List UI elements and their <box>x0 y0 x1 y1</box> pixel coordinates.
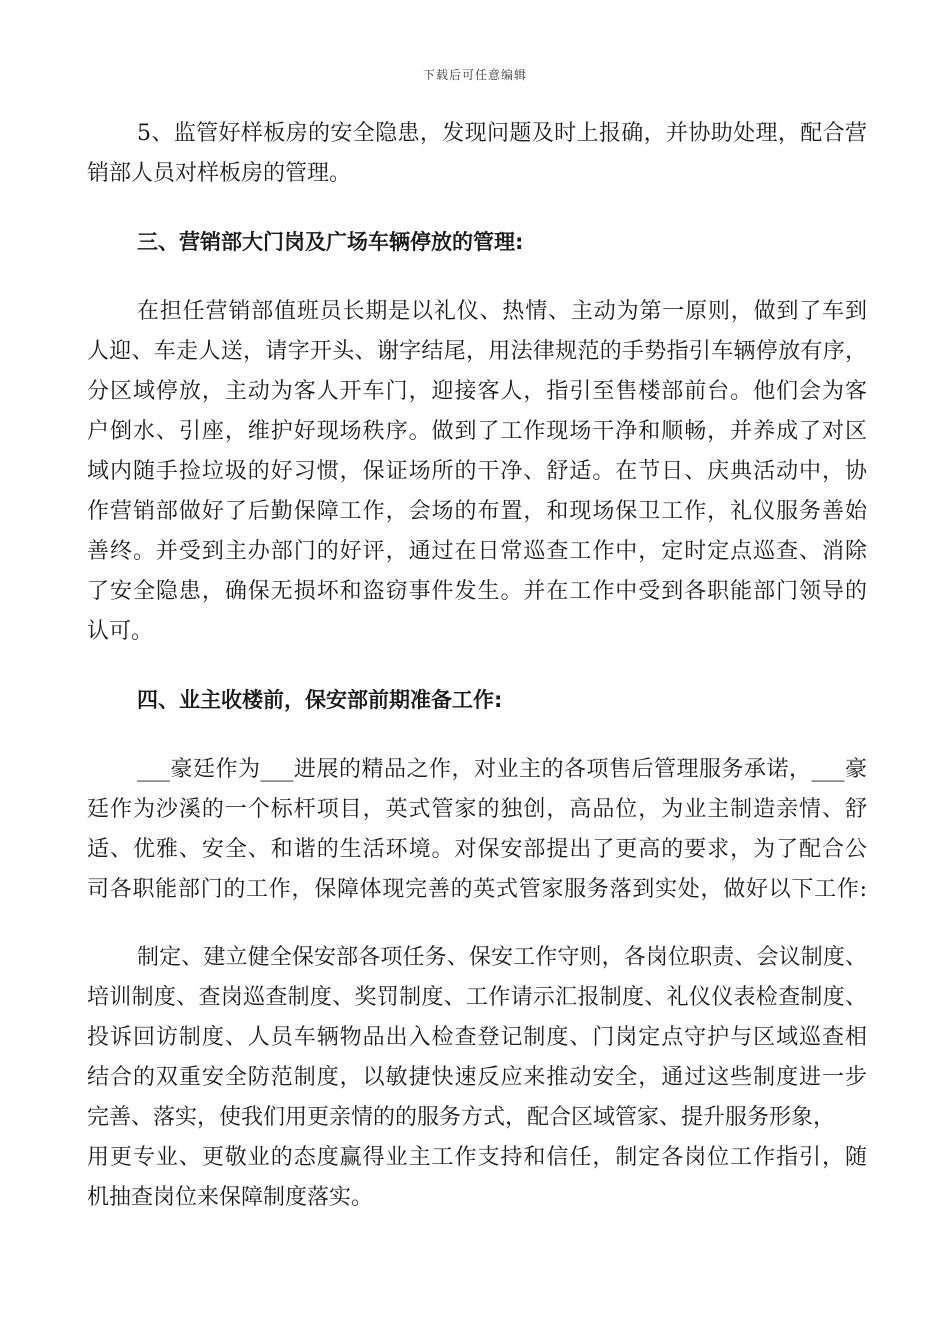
section-heading-3: 三、营销部大门岗及广场车辆停放的管理: <box>137 230 524 254</box>
paragraph-line: 机抽查岗位来保障制度落实。 <box>87 1185 374 1210</box>
paragraph-line: 用更专业、更敬业的态度赢得业主工作支持和信任，制定各岗位工作指引，随 <box>87 1145 867 1170</box>
paragraph-line: 了安全隐患，确保无损坏和盗窃事件发生。并在工作中受到各职能部门领导的 <box>87 579 867 604</box>
paragraph-line: 分区域停放，主动为客人开车门，迎接客人，指引至售楼部前台。他们会为客 <box>87 379 867 404</box>
paragraph-line: 作营销部做好了后勤保障工作，会场的布置，和现场保卫工作，礼仪服务善始 <box>87 499 867 524</box>
paragraph-line: ___豪廷作为___进展的精品之作，对业主的各项售后管理服务承诺，___豪 <box>137 757 867 782</box>
paragraph-line: 培训制度、查岗巡查制度、奖罚制度、工作请示汇报制度、礼仪仪表检查制度、 <box>87 985 867 1010</box>
paragraph-line: 适、优雅、安全、和谐的生活环境。对保安部提出了更高的要求，为了配合公 <box>87 837 867 862</box>
paragraph-line: 在担任营销部值班员长期是以礼仪、热情、主动为第一原则，做到了车到 <box>137 299 867 324</box>
section-heading-4: 四、业主收楼前，保安部前期准备工作: <box>137 688 503 712</box>
section-4-paragraph-a <box>87 750 867 910</box>
paragraph-line: 人迎、车走人送，请字开头、谢字结尾，用法律规范的手势指引车辆停放有序， <box>87 339 867 364</box>
paragraph-line: 廷作为沙溪的一个标杆项目，英式管家的独创，高品位，为业主制造亲情、舒 <box>87 797 867 822</box>
paragraph-line: 5、监管好样板房的安全隐患，发现问题及时上报确，并协助处理，配合营 <box>137 121 867 146</box>
section-3-paragraph <box>87 292 867 652</box>
section-4-paragraph-b <box>87 938 867 1218</box>
paragraph-line: 制定、建立健全保安部各项任务、保安工作守则，各岗位职责、会议制度、 <box>137 945 867 970</box>
page-header: 下载后可任意编辑 <box>422 68 527 82</box>
paragraph-line: 户倒水、引座，维护好现场秩序。做到了工作现场干净和顺畅，并养成了对区 <box>87 419 867 444</box>
paragraph-line: 善终。并受到主办部门的好评，通过在日常巡查工作中，定时定点巡查、消除 <box>87 539 867 564</box>
paragraph-line: 域内随手捡垃圾的好习惯，保证场所的干净、舒适。在节日、庆典活动中，协 <box>87 459 867 484</box>
paragraph-line: 完善、落实，使我们用更亲情的的服务方式，配合区域管家、提升服务形象， <box>87 1105 836 1130</box>
paragraph-line: 投诉回访制度、人员车辆物品出入检查登记制度、门岗定点守护与区域巡查相 <box>87 1025 867 1050</box>
paragraph-line: 结合的双重安全防范制度，以敏捷快速反应来推动安全，通过这些制度进一步 <box>87 1065 867 1090</box>
item-5-paragraph <box>87 114 867 194</box>
paragraph-line: 认可。 <box>87 619 154 644</box>
document-body <box>87 114 867 1218</box>
paragraph-line: 司各职能部门的工作，保障体现完善的英式管家服务落到实处，做好以下工作: <box>87 877 867 902</box>
paragraph-line: 销部人员对样板房的管理。 <box>87 161 352 186</box>
